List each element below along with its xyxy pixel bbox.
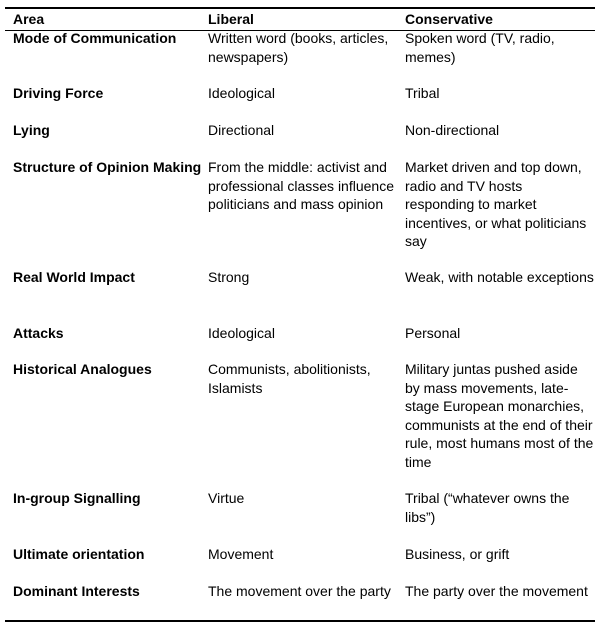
conservative-cell: Tribal — [405, 85, 440, 101]
conservative-cell: Business, or grift — [405, 546, 510, 562]
conservative-cell: Personal — [405, 325, 461, 341]
conservative-cell: Military juntas pushed aside by mass movements, late-stage European monarchies, communists at the end of their rule, most humans most of the time — [405, 361, 594, 470]
area-cell: Lying — [13, 122, 50, 138]
area-cell: Attacks — [13, 325, 64, 341]
area-cell: Dominant Interests — [13, 583, 140, 599]
conservative-cell: Non-directional — [405, 122, 500, 138]
liberal-cell: Written word (books, articles, newspapers) — [208, 30, 389, 65]
header-liberal: Liberal — [208, 11, 254, 27]
conservative-cell: Market driven and top down, radio and TV hosts responding to market incentives, or what politicians say — [405, 159, 587, 249]
area-cell: In-group Signalling — [13, 490, 141, 506]
conservative-cell: Spoken word (TV, radio, memes) — [405, 30, 555, 65]
area-cell: Structure of Opinion Making — [13, 159, 202, 175]
area-cell: Driving Force — [13, 85, 104, 101]
conservative-cell: Tribal (“whatever owns the libs”) — [405, 490, 570, 525]
header-conservative: Conservative — [405, 11, 493, 27]
liberal-cell: The movement over the party — [208, 583, 391, 599]
table-bottom-rule — [5, 620, 595, 622]
area-cell: Real World Impact — [13, 269, 135, 285]
conservative-cell: Weak, with notable exceptions — [405, 269, 594, 285]
liberal-cell: Communists, abolitionists, Islamists — [208, 361, 371, 396]
liberal-cell: Virtue — [208, 490, 245, 506]
area-cell: Historical Analogues — [13, 361, 152, 377]
liberal-cell: From the middle: activist and professional classes influence politicians and mass opinion — [208, 159, 394, 212]
conservative-cell: The party over the movement — [405, 583, 588, 599]
area-cell: Mode of Communication — [13, 30, 177, 46]
table-top-rule — [5, 7, 595, 9]
liberal-cell: Ideological — [208, 325, 275, 341]
header-area: Area — [13, 11, 45, 27]
liberal-cell: Directional — [208, 122, 275, 138]
area-cell: Ultimate orientation — [13, 546, 145, 562]
liberal-cell: Ideological — [208, 85, 275, 101]
liberal-cell: Movement — [208, 546, 274, 562]
liberal-cell: Strong — [208, 269, 250, 285]
